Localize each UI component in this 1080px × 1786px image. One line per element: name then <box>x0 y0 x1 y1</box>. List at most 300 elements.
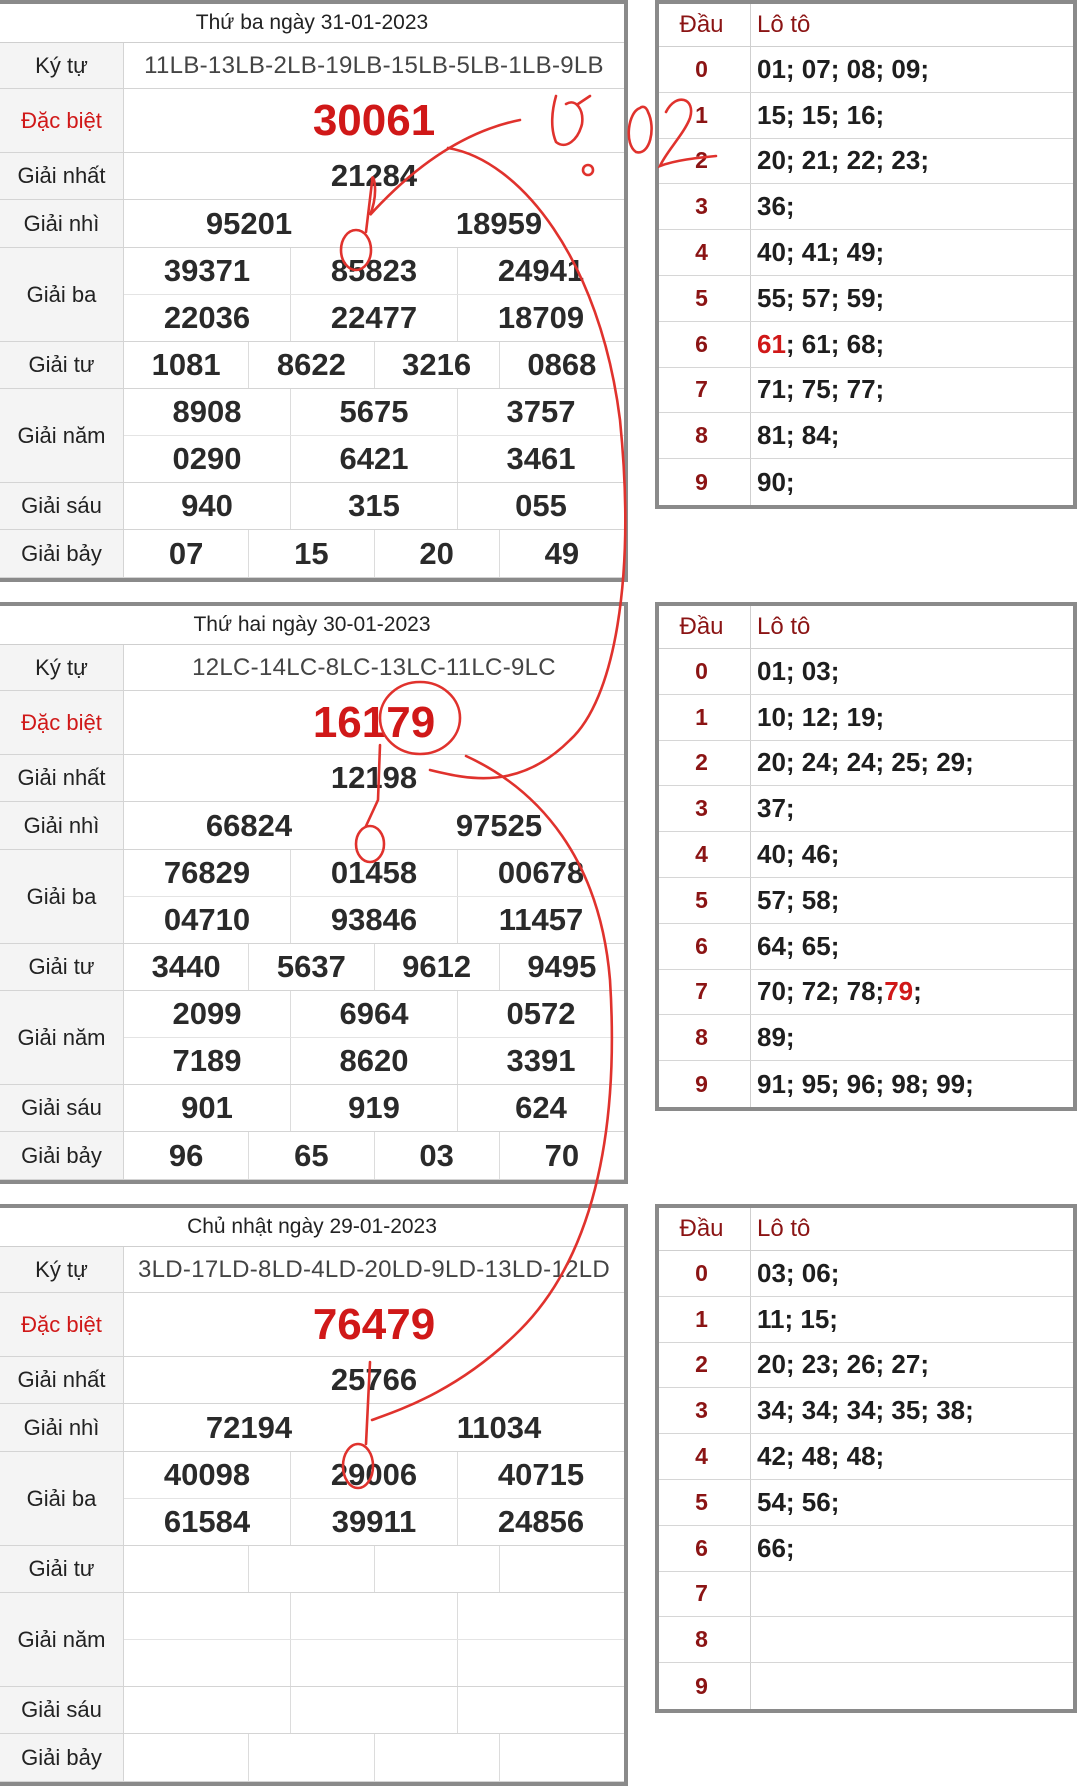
dac-biet-row <box>0 691 624 755</box>
fourth-prize-number: 3216 <box>374 342 499 388</box>
sixth-prize-number <box>124 1687 290 1733</box>
dau-digit: 0 <box>659 649 751 694</box>
loto-highlight: 61 <box>757 328 786 359</box>
dau-digit: 4 <box>659 1434 751 1479</box>
loto-row <box>659 786 1073 832</box>
loto-numbers <box>751 93 1073 138</box>
dac-biet-values <box>124 89 624 152</box>
dac-biet-label: Đặc biệt <box>0 89 124 152</box>
seventh-prize-number <box>374 1734 499 1781</box>
dau-digit: 6 <box>659 924 751 969</box>
fifth-prize-line <box>124 1639 624 1686</box>
giai-tu-label: Giải tư <box>0 342 124 388</box>
second-prize-number: 18959 <box>455 205 543 241</box>
giai-sau-values <box>124 1085 624 1131</box>
sixth-prize-number: 315 <box>290 483 457 529</box>
giai-nhat-row <box>0 1357 624 1404</box>
dau-digit: 4 <box>659 230 751 275</box>
dau-digit: 9 <box>659 1061 751 1107</box>
loto-row <box>659 1015 1073 1061</box>
loto-row <box>659 459 1073 505</box>
giai-nhat-label: Giải nhất <box>0 755 124 801</box>
dau-digit: 5 <box>659 276 751 321</box>
third-prize-number: 40715 <box>457 1452 624 1498</box>
ky-tu-line <box>124 1247 624 1292</box>
giai-nhat-line <box>124 755 624 801</box>
ky-tu-label: Ký tự <box>0 645 124 690</box>
giai-sau-values <box>124 1687 624 1733</box>
fifth-prize-line <box>124 1037 624 1084</box>
fourth-prize-number <box>374 1546 499 1592</box>
dau-digit: 5 <box>659 1480 751 1525</box>
draw-block <box>0 0 1080 580</box>
seventh-prize-number <box>499 1734 624 1781</box>
dau-header: Đầu <box>659 606 751 648</box>
third-prize-number: 22036 <box>163 300 251 335</box>
seventh-prize-number: 15 <box>248 530 373 577</box>
giai-nam-label: Giải năm <box>0 389 124 482</box>
giai-nam-values <box>124 991 624 1084</box>
loto-numbers <box>751 1343 1073 1388</box>
third-prize-line <box>124 248 624 294</box>
giai-tu-row <box>0 342 624 389</box>
giai-tu-row <box>0 944 624 991</box>
second-prize-line <box>124 802 624 849</box>
fourth-prize-number: 5637 <box>248 944 373 990</box>
sixth-prize-number: 055 <box>457 483 624 529</box>
fifth-prize-number <box>290 1640 457 1686</box>
results-table <box>0 0 628 582</box>
draw-date-title: Chủ nhật ngày 29-01-2023 <box>0 1208 624 1247</box>
loto-numbers-post: 64; 65; <box>757 930 840 961</box>
loto-numbers <box>751 139 1073 184</box>
ky-tu-values <box>124 1247 624 1292</box>
giai-ba-label: Giải ba <box>0 850 124 943</box>
giai-bay-row <box>0 1734 624 1782</box>
loto-numbers <box>751 1251 1073 1296</box>
dau-digit: 9 <box>659 459 751 505</box>
loto-numbers <box>751 1015 1073 1060</box>
loto-row <box>659 1297 1073 1343</box>
loto-row <box>659 649 1073 695</box>
loto-row <box>659 1480 1073 1526</box>
giai-nam-values <box>124 1593 624 1686</box>
loto-row <box>659 47 1073 93</box>
third-prize-number: 22477 <box>290 295 457 341</box>
loto-numbers-pre: 70; 72; 78; <box>757 976 885 1007</box>
giai-bay-values <box>124 1132 624 1179</box>
ky-tu-code: 11LB-13LB-2LB-19LB-15LB-5LB-1LB-9LB <box>144 51 604 79</box>
loto-row <box>659 230 1073 276</box>
fourth-prize-line <box>124 1546 624 1592</box>
loto-numbers <box>751 1061 1073 1107</box>
giai-tu-row <box>0 1546 624 1593</box>
giai-nhat-values <box>124 755 624 801</box>
loto-numbers-post: 03; 06; <box>757 1257 840 1288</box>
giai-tu-label: Giải tư <box>0 944 124 990</box>
fifth-prize-number: 5675 <box>290 389 457 435</box>
dau-digit: 2 <box>659 1343 751 1388</box>
first-prize-number: 25766 <box>330 1362 418 1397</box>
giai-ba-row <box>0 248 624 342</box>
loto-numbers-post: 91; 95; 96; 98; 99; <box>757 1068 974 1099</box>
giai-sau-label: Giải sáu <box>0 483 124 529</box>
third-prize-number: 85823 <box>290 248 457 294</box>
seventh-prize-line <box>124 1132 624 1179</box>
loto-numbers-post: 66; <box>757 1532 795 1563</box>
loto-numbers <box>751 695 1073 740</box>
fourth-prize-number: 9495 <box>499 944 624 990</box>
loto-row <box>659 322 1073 368</box>
dau-digit: 3 <box>659 184 751 229</box>
loto-numbers <box>751 1434 1073 1479</box>
loto-row <box>659 93 1073 139</box>
loto-numbers <box>751 413 1073 458</box>
dau-digit: 3 <box>659 786 751 831</box>
ky-tu-code: 12LC-14LC-8LC-13LC-11LC-9LC <box>192 653 556 681</box>
draw-block <box>0 602 1080 1182</box>
ky-tu-values <box>124 645 624 690</box>
third-prize-number: 24856 <box>457 1499 624 1545</box>
loto-row <box>659 741 1073 787</box>
fifth-prize-number: 3391 <box>457 1038 624 1084</box>
seventh-prize-line <box>124 530 624 577</box>
dau-digit: 6 <box>659 1526 751 1571</box>
third-prize-number: 61584 <box>163 1504 251 1539</box>
third-prize-number: 00678 <box>457 850 624 896</box>
dau-digit: 2 <box>659 741 751 786</box>
loto-highlight: 79 <box>884 976 914 1007</box>
loto-header-label: Lô tô <box>757 613 811 640</box>
loto-numbers-post: 34; 34; 34; 35; 38; <box>757 1395 974 1426</box>
dac-biet-line <box>124 1293 624 1356</box>
giai-nhi-row <box>0 1404 624 1452</box>
fifth-prize-number: 3757 <box>457 389 624 435</box>
seventh-prize-number: 03 <box>374 1132 499 1179</box>
third-prize-number: 29006 <box>290 1452 457 1498</box>
ky-tu-row <box>0 1247 624 1293</box>
giai-ba-values <box>124 248 624 341</box>
loto-row <box>659 1663 1073 1709</box>
results-table <box>0 1204 628 1786</box>
giai-nhi-values <box>124 802 624 849</box>
loto-numbers <box>751 368 1073 413</box>
giai-nhi-label: Giải nhì <box>0 200 124 247</box>
loto-row <box>659 970 1073 1016</box>
second-prize-line <box>124 1404 624 1451</box>
fifth-prize-number: 0290 <box>172 441 242 476</box>
sixth-prize-number <box>290 1687 457 1733</box>
loto-row <box>659 695 1073 741</box>
second-prize-line <box>124 200 624 247</box>
fourth-prize-number: 1081 <box>151 347 221 382</box>
dau-digit: 4 <box>659 832 751 877</box>
giai-nam-row <box>0 1593 624 1687</box>
loto-row <box>659 1572 1073 1618</box>
dau-digit: 1 <box>659 93 751 138</box>
giai-nhat-line <box>124 1357 624 1403</box>
third-prize-line <box>124 896 624 943</box>
ky-tu-line <box>124 645 624 690</box>
giai-sau-row <box>0 1687 624 1734</box>
giai-ba-label: Giải ba <box>0 248 124 341</box>
giai-ba-values <box>124 1452 624 1545</box>
fifth-prize-number: 0572 <box>457 991 624 1037</box>
loto-header <box>659 1208 1073 1251</box>
giai-bay-values <box>124 1734 624 1781</box>
giai-nhat-line <box>124 153 624 199</box>
second-prize-number: 97525 <box>455 807 543 843</box>
giai-nhi-values <box>124 200 624 247</box>
third-prize-number: 04710 <box>163 902 251 937</box>
loto-numbers <box>751 459 1073 505</box>
fifth-prize-number: 6964 <box>290 991 457 1037</box>
fourth-prize-line <box>124 342 624 388</box>
loto-row <box>659 832 1073 878</box>
fifth-prize-number <box>457 1593 624 1639</box>
draw-date-title: Thứ hai ngày 30-01-2023 <box>0 606 624 645</box>
second-prize-number: 72194 <box>205 1409 293 1445</box>
loto-numbers <box>751 741 1073 786</box>
dac-biet-line <box>124 691 624 754</box>
dau-digit: 1 <box>659 695 751 740</box>
giai-bay-row <box>0 530 624 578</box>
loto-table <box>655 1204 1077 1713</box>
giai-sau-label: Giải sáu <box>0 1687 124 1733</box>
fifth-prize-number <box>290 1593 457 1639</box>
loto-numbers-post: ; <box>913 976 922 1007</box>
dau-digit: 9 <box>659 1663 751 1709</box>
draw-date-title: Thứ ba ngày 31-01-2023 <box>0 4 624 43</box>
giai-nam-row <box>0 389 624 483</box>
seventh-prize-number: 65 <box>248 1132 373 1179</box>
dau-header: Đầu <box>659 4 751 46</box>
dau-digit: 0 <box>659 47 751 92</box>
giai-nhat-row <box>0 755 624 802</box>
sixth-prize-number: 940 <box>181 488 233 523</box>
loto-numbers-post: 36; <box>757 191 795 222</box>
dau-digit: 7 <box>659 1572 751 1617</box>
fifth-prize-number: 2099 <box>172 996 242 1031</box>
giai-sau-row <box>0 1085 624 1132</box>
dau-digit: 3 <box>659 1388 751 1433</box>
loto-numbers <box>751 1572 1073 1617</box>
seventh-prize-number: 49 <box>499 530 624 577</box>
fifth-prize-number: 7189 <box>172 1043 242 1078</box>
seventh-prize-number: 70 <box>499 1132 624 1179</box>
dau-digit: 8 <box>659 1617 751 1662</box>
loto-row <box>659 276 1073 322</box>
dau-digit: 5 <box>659 878 751 923</box>
third-prize-number: 24941 <box>457 248 624 294</box>
dac-biet-row <box>0 89 624 153</box>
fifth-prize-number <box>124 1640 290 1686</box>
dac-biet-values <box>124 691 624 754</box>
draw-block <box>0 1204 1080 1770</box>
loto-numbers-post: 11; 15; <box>757 1303 838 1334</box>
loto-numbers-post: 40; 46; <box>757 839 840 870</box>
loto-numbers <box>751 832 1073 877</box>
dac-biet-label: Đặc biệt <box>0 1293 124 1356</box>
loto-header <box>659 4 1073 47</box>
loto-numbers <box>751 786 1073 831</box>
seventh-prize-number: 96 <box>168 1137 204 1173</box>
loto-numbers <box>751 1388 1073 1433</box>
dau-digit: 6 <box>659 322 751 367</box>
third-prize-line <box>124 1498 624 1545</box>
third-prize-line <box>124 294 624 341</box>
loto-numbers-post: 55; 57; 59; <box>757 282 885 313</box>
loto-numbers-post: 57; 58; <box>757 884 840 915</box>
third-prize-number: 11457 <box>457 897 624 943</box>
loto-numbers-post: 20; 23; 26; 27; <box>757 1349 929 1380</box>
loto-numbers <box>751 1297 1073 1342</box>
fourth-prize-number: 0868 <box>499 342 624 388</box>
loto-row <box>659 1061 1073 1107</box>
giai-nhi-values <box>124 1404 624 1451</box>
loto-row <box>659 1343 1073 1389</box>
loto-table <box>655 602 1077 1111</box>
loto-row <box>659 1617 1073 1663</box>
loto-numbers-post: 81; 84; <box>757 420 840 451</box>
first-prize-number: 12198 <box>330 760 418 795</box>
dau-digit: 7 <box>659 368 751 413</box>
fourth-prize-number: 8622 <box>248 342 373 388</box>
dau-header: Đầu <box>659 1208 751 1250</box>
giai-nhi-row <box>0 200 624 248</box>
giai-nam-values <box>124 389 624 482</box>
giai-ba-row <box>0 850 624 944</box>
fourth-prize-number <box>248 1546 373 1592</box>
giai-bay-row <box>0 1132 624 1180</box>
fifth-prize-number: 3461 <box>457 436 624 482</box>
loto-numbers <box>751 1480 1073 1525</box>
ky-tu-code: 3LD-17LD-8LD-4LD-20LD-9LD-13LD-12LD <box>137 1255 611 1283</box>
loto-numbers-post: 40; 41; 49; <box>757 237 885 268</box>
sixth-prize-line <box>124 483 624 529</box>
seventh-prize-number <box>248 1734 373 1781</box>
loto-row <box>659 924 1073 970</box>
giai-ba-row <box>0 1452 624 1546</box>
seventh-prize-number <box>124 1734 248 1781</box>
loto-numbers-post: 10; 12; 19; <box>757 701 885 732</box>
sixth-prize-number: 901 <box>181 1090 233 1125</box>
loto-row <box>659 413 1073 459</box>
loto-header-label: Lô tô <box>757 11 811 38</box>
loto-header-label: Lô tô <box>757 1215 811 1242</box>
sixth-prize-number: 624 <box>457 1085 624 1131</box>
loto-numbers <box>751 1663 1073 1709</box>
giai-tu-values <box>124 944 624 990</box>
loto-numbers-post: 42; 48; 48; <box>757 1441 885 1472</box>
giai-bay-label: Giải bảy <box>0 1734 124 1781</box>
giai-nhat-row <box>0 153 624 200</box>
giai-bay-label: Giải bảy <box>0 530 124 577</box>
dau-digit: 2 <box>659 139 751 184</box>
ky-tu-row <box>0 43 624 89</box>
fourth-prize-line <box>124 944 624 990</box>
loto-numbers <box>751 276 1073 321</box>
third-prize-number: 01458 <box>290 850 457 896</box>
second-prize-number: 95201 <box>205 205 293 241</box>
dac-biet-line <box>124 89 624 152</box>
fourth-prize-number <box>124 1546 248 1592</box>
loto-row <box>659 1388 1073 1434</box>
giai-nam-label: Giải năm <box>0 1593 124 1686</box>
first-prize-number: 21284 <box>330 158 418 193</box>
special-prize-number: 76479 <box>312 1299 436 1349</box>
ky-tu-values <box>124 43 624 88</box>
sixth-prize-number: 919 <box>290 1085 457 1131</box>
loto-row <box>659 878 1073 924</box>
dac-biet-row <box>0 1293 624 1357</box>
third-prize-number: 18709 <box>457 295 624 341</box>
loto-numbers <box>751 230 1073 275</box>
third-prize-line <box>124 1452 624 1498</box>
dau-digit: 7 <box>659 970 751 1015</box>
special-prize-number: 30061 <box>312 95 436 145</box>
ky-tu-label: Ký tự <box>0 43 124 88</box>
loto-numbers <box>751 970 1073 1015</box>
loto-numbers <box>751 1617 1073 1662</box>
giai-nam-row <box>0 991 624 1085</box>
loto-numbers-post: 90; <box>757 466 795 497</box>
giai-nhat-label: Giải nhất <box>0 1357 124 1403</box>
ky-tu-row <box>0 645 624 691</box>
fifth-prize-number <box>124 1593 290 1639</box>
giai-sau-values <box>124 483 624 529</box>
loto-numbers-post: 37; <box>757 793 795 824</box>
dau-digit: 8 <box>659 1015 751 1060</box>
fourth-prize-number: 9612 <box>374 944 499 990</box>
third-prize-number: 93846 <box>290 897 457 943</box>
loto-numbers <box>751 924 1073 969</box>
loto-numbers-post: 89; <box>757 1022 795 1053</box>
giai-tu-values <box>124 342 624 388</box>
giai-bay-label: Giải bảy <box>0 1132 124 1179</box>
giai-nhi-label: Giải nhì <box>0 802 124 849</box>
loto-numbers <box>751 649 1073 694</box>
loto-numbers <box>751 878 1073 923</box>
fifth-prize-number: 8908 <box>172 394 242 429</box>
giai-sau-label: Giải sáu <box>0 1085 124 1131</box>
dau-digit: 1 <box>659 1297 751 1342</box>
giai-ba-values <box>124 850 624 943</box>
fifth-prize-line <box>124 1593 624 1639</box>
loto-row <box>659 1526 1073 1572</box>
fifth-prize-line <box>124 435 624 482</box>
ky-tu-line <box>124 43 624 88</box>
loto-table <box>655 0 1077 509</box>
giai-nhi-label: Giải nhì <box>0 1404 124 1451</box>
loto-numbers <box>751 184 1073 229</box>
sixth-prize-number <box>457 1687 624 1733</box>
second-prize-number: 66824 <box>205 807 293 843</box>
second-prize-number: 11034 <box>456 1409 542 1445</box>
sixth-prize-line <box>124 1687 624 1733</box>
giai-nhat-label: Giải nhất <box>0 153 124 199</box>
giai-tu-label: Giải tư <box>0 1546 124 1592</box>
third-prize-number: 39911 <box>290 1499 457 1545</box>
giai-nhat-values <box>124 153 624 199</box>
fifth-prize-number: 8620 <box>290 1038 457 1084</box>
seventh-prize-number: 20 <box>374 530 499 577</box>
seventh-prize-line <box>124 1734 624 1781</box>
fifth-prize-number: 6421 <box>290 436 457 482</box>
giai-sau-row <box>0 483 624 530</box>
loto-row <box>659 139 1073 185</box>
giai-nhat-values <box>124 1357 624 1403</box>
